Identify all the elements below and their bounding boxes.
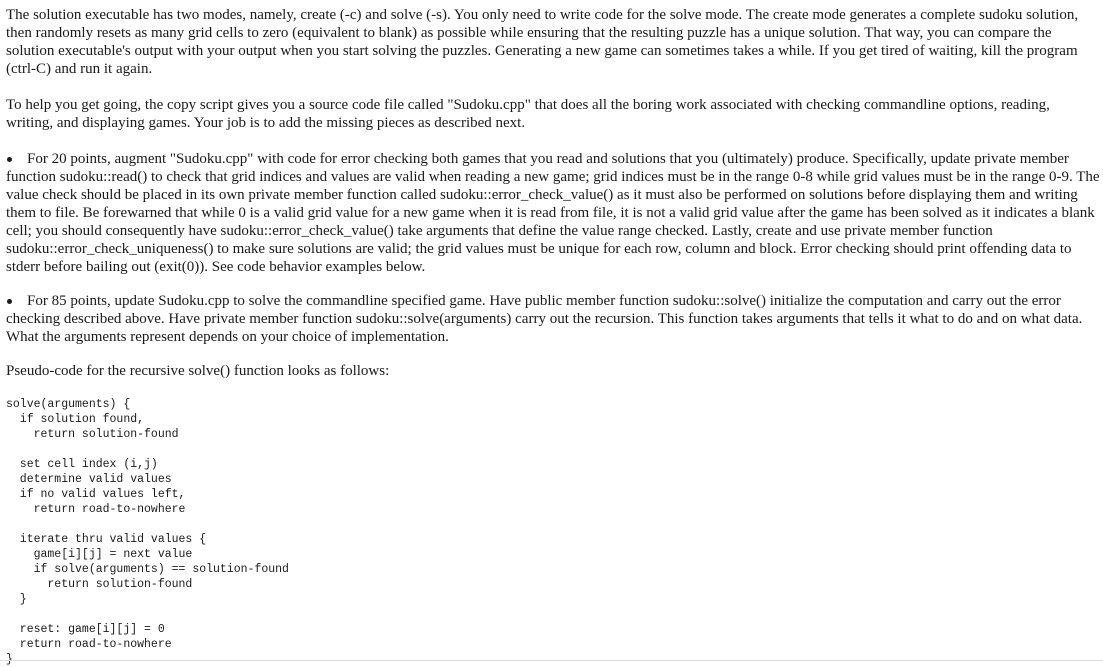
bottom-divider: [0, 660, 1103, 661]
intro-paragraph: The solution executable has two modes, namely, create (-c) and solve (-s). You only need to write code for the solve mode. The create mode generates a complete sudoku solution, then randomly resets as many grid cells to zero (equivalent to blank) as possible while ensuring that the resulting puzzle has a unique solution. That way, you can compare the solution executable's output with your output when you start solving the puzzles. Generating a new game can sometimes takes a while. If you get tired of waiting, kill the program (ctrl-C) and run it again.: [6, 7, 1079, 77]
pseudo-code-intro: Pseudo-code for the recursive solve() function looks as follows:: [6, 363, 390, 379]
list-item: [6, 292, 1100, 346]
list-item: [6, 150, 1100, 276]
bullet-dot-icon: [6, 292, 16, 310]
task-list: [6, 150, 1100, 346]
help-paragraph: To help you get going, the copy script gives you a source code file called "Sudoku.cpp" that does all the boring work associated with checking commandline options, reading, writing, and displaying games. Your job is to add the missing pieces as described next.: [6, 97, 1050, 131]
document-body: [6, 6, 1100, 667]
list-item-text: For 85 points, update Sudoku.cpp to solve the commandline specified game. Have public member function sudoku::solve() initialize the computation and carry out the error checking described above. Have private member function sudoku::solve(arguments) carry out the recursion. This function takes arguments that tells it what to do and on what data. What the arguments represent depends on your choice of implementation.: [6, 293, 1083, 345]
bullet-dot-icon: [6, 150, 16, 168]
list-item-text: For 20 points, augment "Sudoku.cpp" with code for error checking both games that you read and solutions that you (ultimately) produce. Specifically, update private member function sudoku::read() to check that grid indices and values are valid when reading a new game; grid indices must be in the range 0-8 while grid values must be in the range 0-9. The value check should be placed in its own private member function called sudoku::error_check_value() as it must also be performed on solutions before displaying them and writing them to file. Be forewarned that while 0 is a valid grid value for a new game when it is read from file, it is not a valid grid value after the game has been solved as it indicates a blank cell; you should consequently have sudoku::error_check_value() take arguments that define the value range checked. Lastly, create and use private member function sudoku::error_check_uniqueness() to make sure solutions are valid; the grid values must be unique for each row, column and block. Error checking should print offending data to stderr before bailing out (exit(0)). See code behavior examples below.: [6, 151, 1100, 275]
pseudo-code-block: solve(arguments) { if solution found, return solution-found set cell index (i,j) determine valid values if no valid values left, return road-to-nowhere iterate thru valid values { game[i][j] = next value if solve(arguments) == solution-found return solution-found } reset: game[i][j] = 0 return road-to-nowhere: [6, 398, 289, 651]
